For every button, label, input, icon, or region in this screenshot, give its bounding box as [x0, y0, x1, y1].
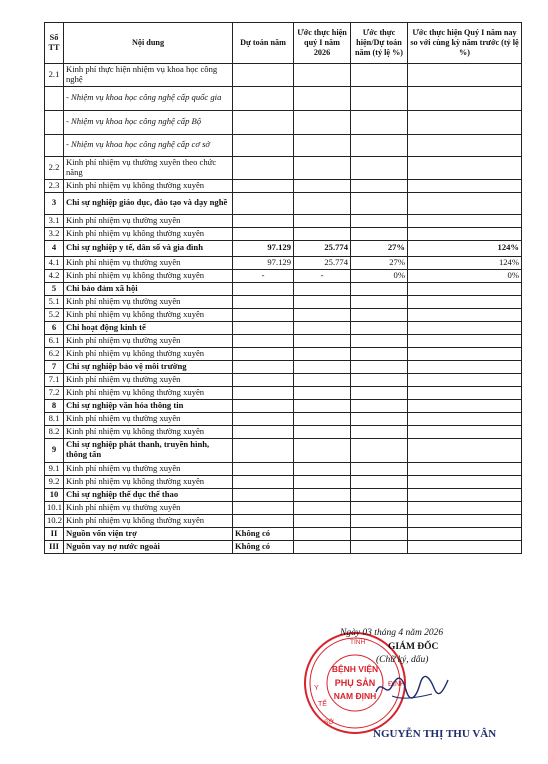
cell-estimate: [233, 179, 294, 192]
cell-ratio-yoy: [408, 321, 522, 334]
cell-ratio-estimate: [351, 527, 408, 540]
cell-content: Kinh phí nhiệm vụ thường xuyên theo chức năng: [64, 156, 233, 179]
cell-ratio-yoy: [408, 334, 522, 347]
cell-no: 10: [45, 488, 64, 501]
cell-content: Kinh phí nhiệm vụ thường xuyên: [64, 295, 233, 308]
budget-table: [44, 22, 522, 554]
cell-estimate: [233, 488, 294, 501]
cell-no: 9.2: [45, 475, 64, 488]
cell-ratio-estimate: [351, 399, 408, 412]
handwritten-signature: [372, 668, 452, 708]
cell-ratio-yoy: [408, 192, 522, 214]
cell-ratio-estimate: [351, 295, 408, 308]
cell-ratio-yoy: [408, 527, 522, 540]
cell-q1: [294, 399, 351, 412]
cell-no: 8: [45, 399, 64, 412]
cell-estimate: [233, 360, 294, 373]
cell-estimate: [233, 86, 294, 110]
cell-estimate: Không có: [233, 527, 294, 540]
cell-estimate: [233, 399, 294, 412]
cell-content: Chi hoạt động kinh tế: [64, 321, 233, 334]
cell-no: 7.1: [45, 373, 64, 386]
table-row: [45, 282, 522, 295]
cell-content: Kinh phí nhiệm vụ không thường xuyên: [64, 347, 233, 360]
cell-ratio-yoy: 124%: [408, 256, 522, 269]
table-row: [45, 399, 522, 412]
cell-ratio-estimate: [351, 64, 408, 87]
cell-no: 5.2: [45, 308, 64, 321]
cell-q1: [294, 438, 351, 462]
cell-ratio-yoy: 124%: [408, 240, 522, 256]
cell-no: 7.2: [45, 386, 64, 399]
cell-estimate: [233, 282, 294, 295]
table-row: [45, 540, 522, 553]
cell-ratio-estimate: [351, 501, 408, 514]
cell-ratio-yoy: [408, 282, 522, 295]
svg-text:ĐỊNH: ĐỊNH: [388, 681, 406, 688]
cell-content: Kinh phí nhiệm vụ không thường xuyên: [64, 179, 233, 192]
cell-estimate: 97.129: [233, 256, 294, 269]
cell-q1: [294, 334, 351, 347]
cell-no: 10.2: [45, 514, 64, 527]
cell-q1: [294, 475, 351, 488]
cell-q1: [294, 86, 351, 110]
cell-no: 10.1: [45, 501, 64, 514]
table-row: [45, 240, 522, 256]
cell-content: Kinh phí nhiệm vụ không thường xuyên: [64, 386, 233, 399]
cell-estimate: [233, 501, 294, 514]
cell-ratio-yoy: [408, 86, 522, 110]
svg-text:NAM ĐỊNH: NAM ĐỊNH: [333, 691, 377, 701]
cell-content: Kinh phí thực hiện nhiệm vụ khoa học công nghệ: [64, 64, 233, 87]
svg-text:SỞ: SỞ: [324, 719, 334, 726]
cell-ratio-estimate: [351, 540, 408, 553]
cell-estimate: [233, 373, 294, 386]
svg-text:TỈNH: TỈNH: [350, 639, 366, 646]
cell-estimate: [233, 425, 294, 438]
cell-no: 4.1: [45, 256, 64, 269]
cell-q1: [294, 462, 351, 475]
cell-no: III: [45, 540, 64, 553]
table-row: [45, 179, 522, 192]
cell-ratio-estimate: [351, 438, 408, 462]
table-header-row: [45, 23, 522, 64]
table-row: [45, 412, 522, 425]
cell-ratio-yoy: [408, 475, 522, 488]
cell-ratio-yoy: [408, 462, 522, 475]
cell-no: 5.1: [45, 295, 64, 308]
cell-ratio-yoy: [408, 425, 522, 438]
svg-text:TẾ: TẾ: [318, 701, 327, 708]
cell-ratio-estimate: [351, 488, 408, 501]
cell-content: Kinh phí nhiệm vụ không thường xuyên: [64, 308, 233, 321]
table-row: [45, 156, 522, 179]
cell-no: 3.1: [45, 214, 64, 227]
cell-ratio-estimate: 0%: [351, 269, 408, 282]
cell-no: 4.2: [45, 269, 64, 282]
cell-q1: [294, 282, 351, 295]
cell-no: [45, 86, 64, 110]
cell-content: Kinh phí nhiệm vụ không thường xuyên: [64, 425, 233, 438]
cell-no: 9: [45, 438, 64, 462]
table-row: [45, 347, 522, 360]
table-row: [45, 475, 522, 488]
table-row: [45, 438, 522, 462]
cell-content: Kinh phí nhiệm vụ thường xuyên: [64, 256, 233, 269]
cell-q1: [294, 527, 351, 540]
cell-content: Chi sự nghiệp phát thanh, truyền hình, thông tấn: [64, 438, 233, 462]
cell-ratio-estimate: 27%: [351, 256, 408, 269]
cell-content: Kinh phí nhiệm vụ không thường xuyên: [64, 514, 233, 527]
cell-content: Kinh phí nhiệm vụ thường xuyên: [64, 214, 233, 227]
cell-q1: 25.774: [294, 240, 351, 256]
header-ratio-estimate: Ước thực hiện/Dự toán năm (tỷ lệ %): [351, 23, 408, 64]
cell-ratio-estimate: [351, 179, 408, 192]
header-ratio-yoy: Ước thực hiện Quý I năm nay so với cùng kỳ năm trước (tỷ lệ %): [408, 23, 522, 64]
table-row: [45, 514, 522, 527]
cell-estimate: [233, 386, 294, 399]
cell-ratio-yoy: [408, 134, 522, 156]
cell-estimate: [233, 156, 294, 179]
cell-q1: [294, 295, 351, 308]
table-row: [45, 110, 522, 134]
cell-no: 7: [45, 360, 64, 373]
cell-ratio-estimate: [351, 386, 408, 399]
cell-content: Kinh phí nhiệm vụ thường xuyên: [64, 334, 233, 347]
cell-ratio-estimate: [351, 514, 408, 527]
cell-no: 4: [45, 240, 64, 256]
table-row: [45, 192, 522, 214]
cell-estimate: [233, 514, 294, 527]
cell-ratio-yoy: [408, 360, 522, 373]
cell-estimate: [233, 347, 294, 360]
cell-ratio-yoy: [408, 179, 522, 192]
official-seal: [300, 628, 410, 738]
cell-estimate: [233, 295, 294, 308]
cell-ratio-estimate: [351, 282, 408, 295]
cell-no: 6.2: [45, 347, 64, 360]
header-q1: Ước thực hiện quý I năm 2026: [294, 23, 351, 64]
cell-ratio-yoy: 0%: [408, 269, 522, 282]
cell-q1: [294, 308, 351, 321]
cell-content: Kinh phí nhiệm vụ không thường xuyên: [64, 475, 233, 488]
cell-q1: [294, 227, 351, 240]
cell-no: 8.1: [45, 412, 64, 425]
table-row: [45, 360, 522, 373]
cell-ratio-yoy: [408, 64, 522, 87]
cell-q1: [294, 386, 351, 399]
cell-ratio-yoy: [408, 488, 522, 501]
table-row: [45, 488, 522, 501]
table-row: [45, 527, 522, 540]
cell-ratio-yoy: [408, 373, 522, 386]
cell-no: 8.2: [45, 425, 64, 438]
cell-q1: [294, 347, 351, 360]
cell-estimate: -: [233, 269, 294, 282]
cell-q1: [294, 64, 351, 87]
signature-note: (Chữ ký, dấu): [376, 655, 429, 665]
cell-ratio-yoy: [408, 214, 522, 227]
table-row: [45, 386, 522, 399]
cell-ratio-estimate: [351, 214, 408, 227]
cell-q1: -: [294, 269, 351, 282]
table-row: [45, 321, 522, 334]
cell-ratio-estimate: [351, 308, 408, 321]
table-row: [45, 334, 522, 347]
cell-ratio-estimate: [351, 334, 408, 347]
cell-q1: [294, 501, 351, 514]
cell-content: - Nhiệm vụ khoa học công nghệ cấp Bộ: [64, 110, 233, 134]
cell-q1: [294, 514, 351, 527]
cell-ratio-yoy: [408, 412, 522, 425]
cell-ratio-yoy: [408, 295, 522, 308]
cell-no: 3: [45, 192, 64, 214]
cell-content: Kinh phí nhiệm vụ thường xuyên: [64, 373, 233, 386]
cell-ratio-yoy: [408, 110, 522, 134]
cell-ratio-yoy: [408, 399, 522, 412]
cell-content: Kinh phí nhiệm vụ không thường xuyên: [64, 269, 233, 282]
signature-date: Ngày 03 tháng 4 năm 2026: [340, 628, 444, 638]
cell-ratio-estimate: [351, 134, 408, 156]
cell-no: 2.3: [45, 179, 64, 192]
cell-ratio-estimate: [351, 156, 408, 179]
cell-estimate: [233, 438, 294, 462]
cell-estimate: Không có: [233, 540, 294, 553]
cell-ratio-yoy: [408, 347, 522, 360]
cell-content: Chi sự nghiệp văn hóa thông tin: [64, 399, 233, 412]
cell-estimate: 97.129: [233, 240, 294, 256]
svg-text:PHỤ SẢN: PHỤ SẢN: [334, 678, 376, 688]
cell-ratio-yoy: [408, 501, 522, 514]
cell-ratio-yoy: [408, 386, 522, 399]
header-no: Số TT: [45, 23, 64, 64]
cell-estimate: [233, 134, 294, 156]
table-row: [45, 227, 522, 240]
table-row: [45, 308, 522, 321]
cell-ratio-estimate: [351, 86, 408, 110]
cell-q1: [294, 110, 351, 134]
svg-text:Y: Y: [314, 685, 319, 692]
cell-content: Kinh phí nhiệm vụ thường xuyên: [64, 412, 233, 425]
cell-no: II: [45, 527, 64, 540]
cell-ratio-estimate: [351, 321, 408, 334]
signer-name: NGUYỄN THỊ THU VÂN: [373, 728, 497, 740]
cell-content: Chi sự nghiệp y tế, dân số và gia đình: [64, 240, 233, 256]
cell-q1: [294, 540, 351, 553]
cell-q1: [294, 134, 351, 156]
cell-ratio-estimate: [351, 425, 408, 438]
cell-content: Chi sự nghiệp bảo vệ môi trường: [64, 360, 233, 373]
cell-ratio-estimate: [351, 192, 408, 214]
table-row: [45, 462, 522, 475]
cell-ratio-yoy: [408, 514, 522, 527]
cell-ratio-yoy: [408, 540, 522, 553]
cell-no: 3.2: [45, 227, 64, 240]
cell-content: Chi sự nghiệp thể dục thể thao: [64, 488, 233, 501]
cell-content: - Nhiệm vụ khoa học công nghệ cấp quốc gia: [64, 86, 233, 110]
cell-estimate: [233, 475, 294, 488]
cell-ratio-estimate: [351, 360, 408, 373]
cell-content: Chi sự nghiệp giáo dục, đào tạo và dạy nghề: [64, 192, 233, 214]
cell-ratio-estimate: 27%: [351, 240, 408, 256]
cell-ratio-yoy: [408, 438, 522, 462]
cell-estimate: [233, 214, 294, 227]
cell-q1: [294, 156, 351, 179]
table-row: [45, 295, 522, 308]
cell-ratio-estimate: [351, 347, 408, 360]
cell-estimate: [233, 227, 294, 240]
cell-no: 6.1: [45, 334, 64, 347]
cell-no: 2.1: [45, 64, 64, 87]
cell-ratio-estimate: [351, 462, 408, 475]
table-row: [45, 269, 522, 282]
table-row: [45, 373, 522, 386]
cell-estimate: [233, 64, 294, 87]
cell-q1: [294, 321, 351, 334]
cell-ratio-estimate: [351, 110, 408, 134]
cell-ratio-estimate: [351, 227, 408, 240]
cell-no: 6: [45, 321, 64, 334]
cell-estimate: [233, 334, 294, 347]
cell-ratio-estimate: [351, 475, 408, 488]
header-content: Nội dung: [64, 23, 233, 64]
cell-q1: [294, 192, 351, 214]
signature-title: GIÁM ĐỐC: [388, 642, 439, 652]
cell-q1: [294, 214, 351, 227]
cell-content: Nguồn vốn viện trợ: [64, 527, 233, 540]
table-row: [45, 256, 522, 269]
cell-no: 5: [45, 282, 64, 295]
table-row: [45, 425, 522, 438]
cell-estimate: [233, 462, 294, 475]
cell-content: Chi bảo đảm xã hội: [64, 282, 233, 295]
cell-q1: [294, 488, 351, 501]
table-row: [45, 214, 522, 227]
cell-ratio-yoy: [408, 308, 522, 321]
table-row: [45, 501, 522, 514]
cell-q1: [294, 412, 351, 425]
table-row: [45, 134, 522, 156]
cell-ratio-estimate: [351, 373, 408, 386]
cell-ratio-estimate: [351, 412, 408, 425]
table-body: [45, 64, 522, 554]
cell-q1: [294, 425, 351, 438]
cell-estimate: [233, 321, 294, 334]
cell-estimate: [233, 412, 294, 425]
table-row: [45, 64, 522, 87]
cell-content: Kinh phí nhiệm vụ thường xuyên: [64, 462, 233, 475]
cell-no: 9.1: [45, 462, 64, 475]
cell-content: Kinh phí nhiệm vụ không thường xuyên: [64, 227, 233, 240]
cell-no: 2.2: [45, 156, 64, 179]
cell-q1: 25.774: [294, 256, 351, 269]
cell-q1: [294, 179, 351, 192]
cell-estimate: [233, 110, 294, 134]
cell-estimate: [233, 308, 294, 321]
cell-no: [45, 134, 64, 156]
cell-no: [45, 110, 64, 134]
cell-q1: [294, 360, 351, 373]
cell-ratio-yoy: [408, 156, 522, 179]
svg-text:BỆNH VIỆN: BỆNH VIỆN: [331, 664, 379, 674]
cell-content: Kinh phí nhiệm vụ thường xuyên: [64, 501, 233, 514]
header-estimate: Dự toán năm: [233, 23, 294, 64]
cell-q1: [294, 373, 351, 386]
cell-content: - Nhiệm vụ khoa học công nghệ cấp cơ sở: [64, 134, 233, 156]
cell-estimate: [233, 192, 294, 214]
table-row: [45, 86, 522, 110]
cell-content: Nguồn vay nợ nước ngoài: [64, 540, 233, 553]
cell-ratio-yoy: [408, 227, 522, 240]
